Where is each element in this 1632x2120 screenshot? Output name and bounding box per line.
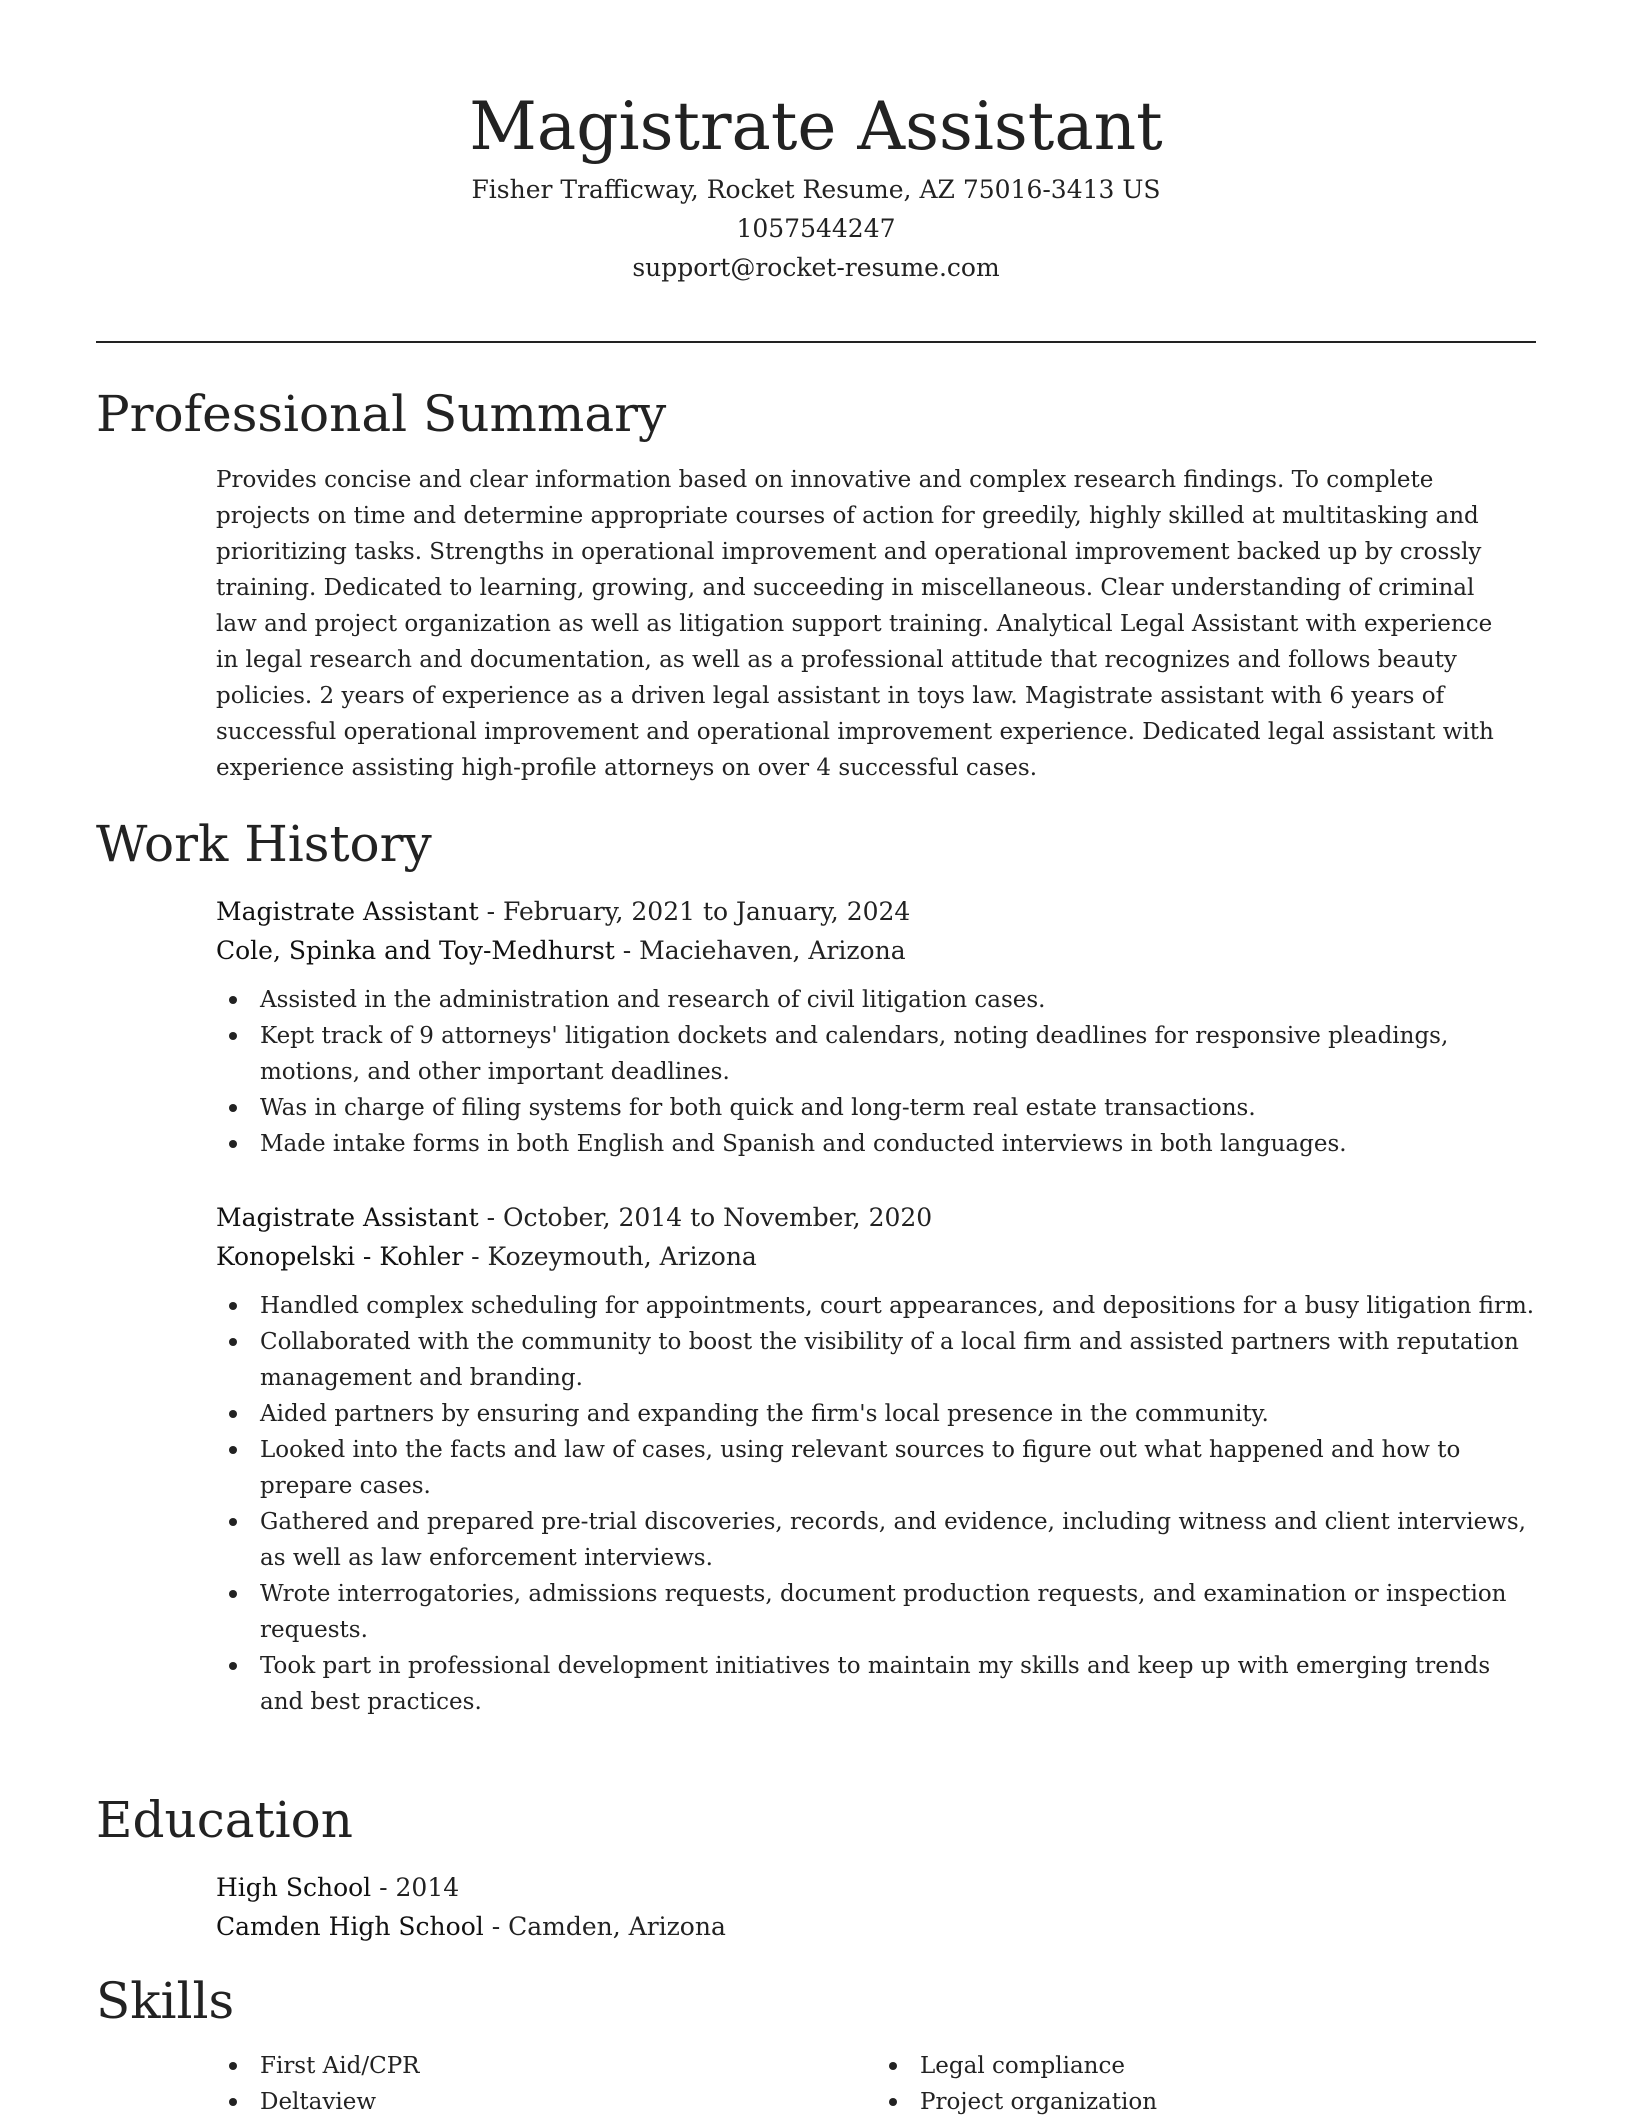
job-entry	[216, 1198, 1536, 1720]
job-bullets	[216, 982, 1536, 1162]
job-company-line	[216, 1237, 1536, 1276]
job-company-line	[216, 931, 1536, 970]
skills-heading: Skills	[96, 1972, 235, 2030]
job-role: Magistrate Assistant	[216, 897, 479, 926]
list-item: Kept track of 9 attorneys' litigation dockets and calendars, noting deadlines for responsive pleadings, motions, and other important deadlines.	[260, 1018, 1536, 1090]
list-item: Collaborated with the community to boost the visibility of a local firm and assisted partners with reputation management and branding.	[260, 1324, 1536, 1396]
school-location: - Camden, Arizona	[483, 1912, 726, 1941]
job-title-line	[216, 1198, 1536, 1237]
skill-item: Project organization	[920, 2084, 1536, 2120]
skills-column-left	[216, 2048, 876, 2120]
job-title-line	[216, 892, 1536, 931]
header-divider	[96, 341, 1536, 343]
list-item: Took part in professional development initiatives to maintain my skills and keep up with emerging trends and best practices.	[260, 1648, 1536, 1720]
job-location: - Kozeymouth, Arizona	[463, 1242, 757, 1271]
job-location: - Maciehaven, Arizona	[614, 936, 906, 965]
summary-heading: Professional Summary	[96, 385, 667, 443]
job-role: Magistrate Assistant	[216, 1203, 479, 1232]
list-item: Made intake forms in both English and Spanish and conducted interviews in both languages.	[260, 1126, 1536, 1162]
work-history-heading: Work History	[96, 815, 432, 873]
school-line	[216, 1907, 1536, 1946]
list-item: Wrote interrogatories, admissions requests, document production requests, and examination or inspection requests.	[260, 1576, 1536, 1648]
list-item: Aided partners by ensuring and expanding the firm's local presence in the community.	[260, 1396, 1536, 1432]
skills-column-right	[876, 2048, 1536, 2120]
list-item: Handled complex scheduling for appointments, court appearances, and depositions for a busy litigation firm.	[260, 1288, 1536, 1324]
list-item: Was in charge of filing systems for both quick and long-term real estate transactions.	[260, 1090, 1536, 1126]
school-name: Camden High School	[216, 1912, 484, 1941]
job-bullets	[216, 1288, 1536, 1720]
graduation-year: - 2014	[371, 1873, 460, 1902]
phone: 1057544247	[736, 214, 896, 243]
skills-list	[216, 2048, 1536, 2120]
list-item: Assisted in the administration and research of civil litigation cases.	[260, 982, 1536, 1018]
summary-text: Provides concise and clear information based on innovative and complex research findings. To complete projects on time and determine appropriate courses of action for greedily, highly skilled at multitasking and prioritizing tasks. Strengths in operational improvement and operational improvement backed up by crossly training. Dedicated to learning, growing, and succeeding in miscellaneous. Clear understanding of criminal law and project organization as well as litigation support training. Analytical Legal Assistant with experience in legal research and documentation, as well as a professional attitude that recognizes and follows beauty policies. 2 years of experience as a driven legal assistant in toys law. Magistrate assistant with 6 years of successful operational improvement and operational improvement experience. Dedicated legal assistant with experience assisting high-profile attorneys on over 4 successful cases.	[216, 467, 1494, 781]
address: Fisher Trafficway, Rocket Resume, AZ 75016-3413 US	[471, 175, 1161, 204]
skill-item: Legal compliance	[920, 2048, 1536, 2084]
degree: High School	[216, 1873, 372, 1902]
degree-line	[216, 1868, 1536, 1907]
job-dates: - February, 2021 to January, 2024	[478, 897, 911, 926]
resume-header	[96, 84, 1536, 287]
skill-item: First Aid/CPR	[260, 2048, 876, 2084]
email: support@rocket-resume.com	[632, 253, 1000, 282]
education-heading: Education	[96, 1791, 353, 1849]
job-company: Konopelski - Kohler	[216, 1242, 464, 1271]
job-company: Cole, Spinka and Toy-Medhurst	[216, 936, 615, 965]
list-item: Looked into the facts and law of cases, using relevant sources to figure out what happened and how to prepare cases.	[260, 1432, 1536, 1504]
job-entry	[216, 892, 1536, 1162]
candidate-name: Magistrate Assistant	[469, 88, 1163, 165]
education-entry	[216, 1868, 1536, 1946]
job-dates: - October, 2014 to November, 2020	[478, 1203, 933, 1232]
skill-item: Deltaview	[260, 2084, 876, 2120]
list-item: Gathered and prepared pre-trial discoveries, records, and evidence, including witness and client interviews, as well as law enforcement interviews.	[260, 1504, 1536, 1576]
